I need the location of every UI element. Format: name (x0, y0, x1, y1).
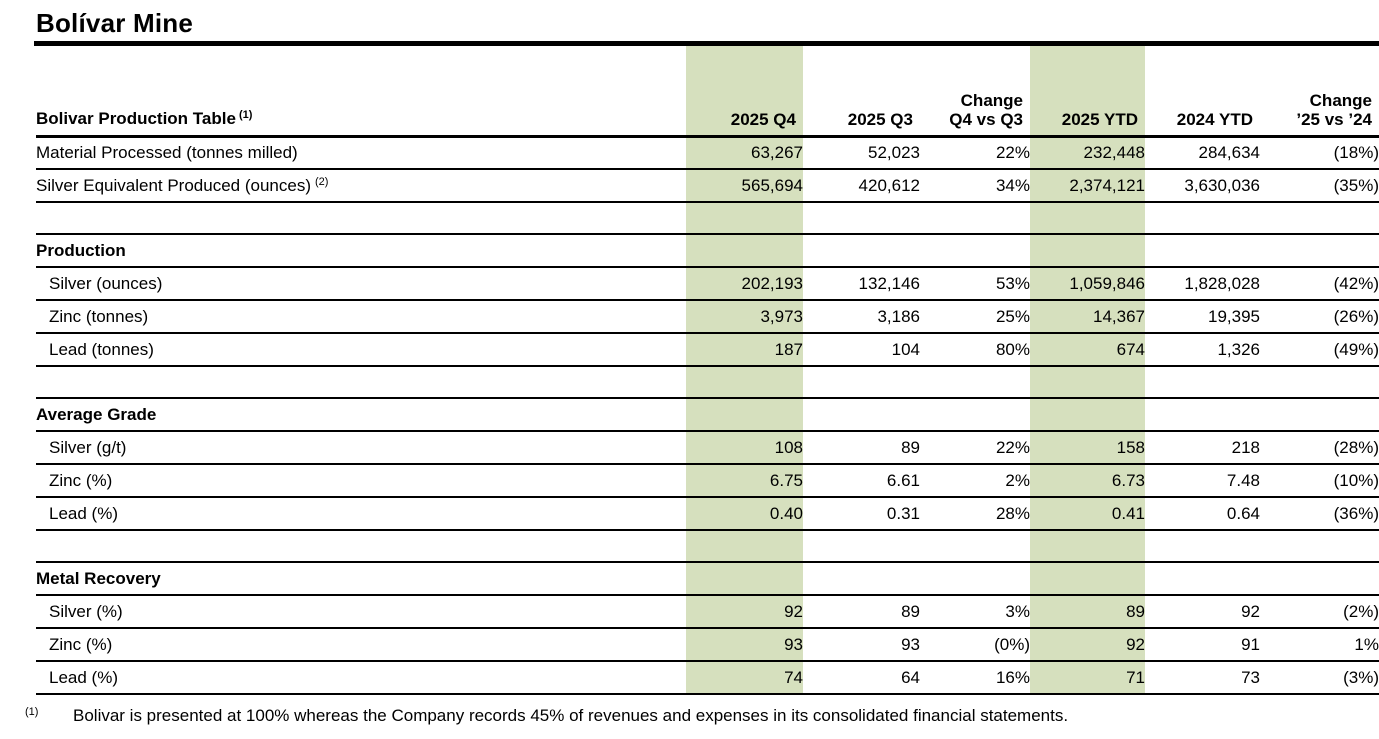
section-header-average-grade (36, 398, 1379, 431)
cell-2025-q4: 3,973 (686, 300, 803, 333)
cell-2025-ytd: 158 (1030, 431, 1145, 464)
table-row-lead-tonnes (36, 333, 1379, 366)
cell-2025-ytd: 14,367 (1030, 300, 1145, 333)
cell-2025-q3: 93 (803, 628, 920, 661)
row-label: Lead (%) (36, 497, 686, 530)
table-row-silver-ounces (36, 267, 1379, 300)
cell-2025-ytd: 674 (1030, 333, 1145, 366)
cell-2025-q3: 64 (803, 661, 920, 694)
footnote-ref-2: (2) (314, 175, 329, 188)
cell-change-25-vs-24: (35%) (1260, 169, 1379, 202)
row-label: Material Processed (tonnes milled) (36, 136, 686, 169)
column-header-2025-ytd: 2025 YTD (1030, 46, 1145, 136)
cell-2025-q3: 0.31 (803, 497, 920, 530)
cell-2024-ytd: 92 (1145, 595, 1260, 628)
table-caption-cell (36, 46, 686, 136)
cell-2025-q4: 202,193 (686, 267, 803, 300)
cell-2025-q3: 52,023 (803, 136, 920, 169)
cell-2024-ytd: 91 (1145, 628, 1260, 661)
table-caption-footnote-ref: (1) (238, 108, 253, 121)
section-header-production (36, 234, 1379, 267)
table-row-lead-grade (36, 497, 1379, 530)
cell-change-25-vs-24: (36%) (1260, 497, 1379, 530)
cell-2025-q3: 3,186 (803, 300, 920, 333)
table-row-material-processed (36, 136, 1379, 169)
spacer-row (36, 366, 1379, 398)
cell-2025-q4: 565,694 (686, 169, 803, 202)
cell-2025-q3: 104 (803, 333, 920, 366)
cell-2024-ytd: 0.64 (1145, 497, 1260, 530)
cell-2025-q3: 89 (803, 431, 920, 464)
spacer-row (36, 202, 1379, 234)
cell-change-25-vs-24: 1% (1260, 628, 1379, 661)
cell-change-q4-vs-q3: 25% (920, 300, 1030, 333)
column-header-2025-q3: 2025 Q3 (803, 46, 920, 136)
cell-2025-q3: 6.61 (803, 464, 920, 497)
cell-change-q4-vs-q3: 53% (920, 267, 1030, 300)
cell-change-25-vs-24: (18%) (1260, 136, 1379, 169)
row-label: Silver (g/t) (36, 431, 686, 464)
cell-2025-q3: 132,146 (803, 267, 920, 300)
column-header-change-q4-vs-q3: Change Q4 vs Q3 (920, 46, 1030, 136)
footnote (25, 705, 1379, 727)
cell-2024-ytd: 1,326 (1145, 333, 1260, 366)
cell-change-25-vs-24: (2%) (1260, 595, 1379, 628)
table-row-zinc-tonnes (36, 300, 1379, 333)
table-row-zinc-grade (36, 464, 1379, 497)
cell-2025-q4: 187 (686, 333, 803, 366)
row-label: Lead (%) (36, 661, 686, 694)
cell-change-q4-vs-q3: 16% (920, 661, 1030, 694)
cell-change-q4-vs-q3: 80% (920, 333, 1030, 366)
cell-change-q4-vs-q3: 28% (920, 497, 1030, 530)
cell-change-25-vs-24: (3%) (1260, 661, 1379, 694)
row-label: Silver Equivalent Produced (ounces) $^{(2)}$ (36, 169, 686, 202)
table-row-silver-grade (36, 431, 1379, 464)
cell-2024-ytd: 7.48 (1145, 464, 1260, 497)
section-header-metal-recovery (36, 562, 1379, 595)
table-row-lead-recovery (36, 661, 1379, 694)
column-header-2024-ytd: 2024 YTD (1145, 46, 1260, 136)
cell-2025-ytd: 1,059,846 (1030, 267, 1145, 300)
cell-2025-ytd: 92 (1030, 628, 1145, 661)
row-label: Silver (ounces) (36, 267, 686, 300)
cell-2024-ytd: 73 (1145, 661, 1260, 694)
cell-2025-q3: 89 (803, 595, 920, 628)
table-row-silver-recovery (36, 595, 1379, 628)
cell-change-q4-vs-q3: 22% (920, 136, 1030, 169)
row-label: Zinc (%) (36, 628, 686, 661)
cell-2024-ytd: 3,630,036 (1145, 169, 1260, 202)
cell-2025-q4: 92 (686, 595, 803, 628)
row-label: Zinc (tonnes) (36, 300, 686, 333)
cell-2025-q4: 74 (686, 661, 803, 694)
cell-2025-q4: 63,267 (686, 136, 803, 169)
cell-2025-ytd: 6.73 (1030, 464, 1145, 497)
cell-2025-ytd: 0.41 (1030, 497, 1145, 530)
section-title: Average Grade (36, 398, 686, 431)
spacer-row (36, 530, 1379, 562)
cell-2024-ytd: 19,395 (1145, 300, 1260, 333)
cell-change-25-vs-24: (49%) (1260, 333, 1379, 366)
cell-change-q4-vs-q3: 2% (920, 464, 1030, 497)
cell-2025-q4: 6.75 (686, 464, 803, 497)
cell-change-q4-vs-q3: 34% (920, 169, 1030, 202)
cell-change-25-vs-24: (42%) (1260, 267, 1379, 300)
cell-change-25-vs-24: (10%) (1260, 464, 1379, 497)
cell-change-q4-vs-q3: 3% (920, 595, 1030, 628)
cell-change-25-vs-24: (26%) (1260, 300, 1379, 333)
row-label: Lead (tonnes) (36, 333, 686, 366)
production-table (36, 46, 1379, 695)
page-title: Bolívar Mine (36, 8, 193, 38)
cell-2025-q3: 420,612 (803, 169, 920, 202)
cell-2024-ytd: 284,634 (1145, 136, 1260, 169)
cell-2025-q4: 0.40 (686, 497, 803, 530)
cell-2025-q4: 108 (686, 431, 803, 464)
cell-2025-ytd: 89 (1030, 595, 1145, 628)
table-caption: Bolivar Production Table (36, 108, 236, 128)
column-header-change-25-vs-24: Change ’25 vs ’24 (1260, 46, 1379, 136)
cell-change-25-vs-24: (28%) (1260, 431, 1379, 464)
table-row-silver-equivalent (36, 169, 1379, 202)
cell-2025-ytd: 232,448 (1030, 136, 1145, 169)
table-row-zinc-recovery (36, 628, 1379, 661)
report-page (0, 8, 1379, 739)
cell-change-q4-vs-q3: (0%) (920, 628, 1030, 661)
table-header-row (36, 46, 1379, 136)
cell-2025-ytd: 71 (1030, 661, 1145, 694)
cell-change-q4-vs-q3: 22% (920, 431, 1030, 464)
section-title: Production (36, 234, 686, 267)
row-label: Zinc (%) (36, 464, 686, 497)
cell-2024-ytd: 1,828,028 (1145, 267, 1260, 300)
cell-2024-ytd: 218 (1145, 431, 1260, 464)
cell-2025-q4: 93 (686, 628, 803, 661)
section-title: Metal Recovery (36, 562, 686, 595)
cell-2025-ytd: 2,374,121 (1030, 169, 1145, 202)
column-header-2025-q4: 2025 Q4 (686, 46, 803, 136)
footnote-text: Bolivar is presented at 100% whereas the Company records 45% of revenues and expenses in its consolidated financial statements. (73, 706, 1069, 725)
footnote-ref: (1) (25, 706, 39, 718)
row-label: Silver (%) (36, 595, 686, 628)
